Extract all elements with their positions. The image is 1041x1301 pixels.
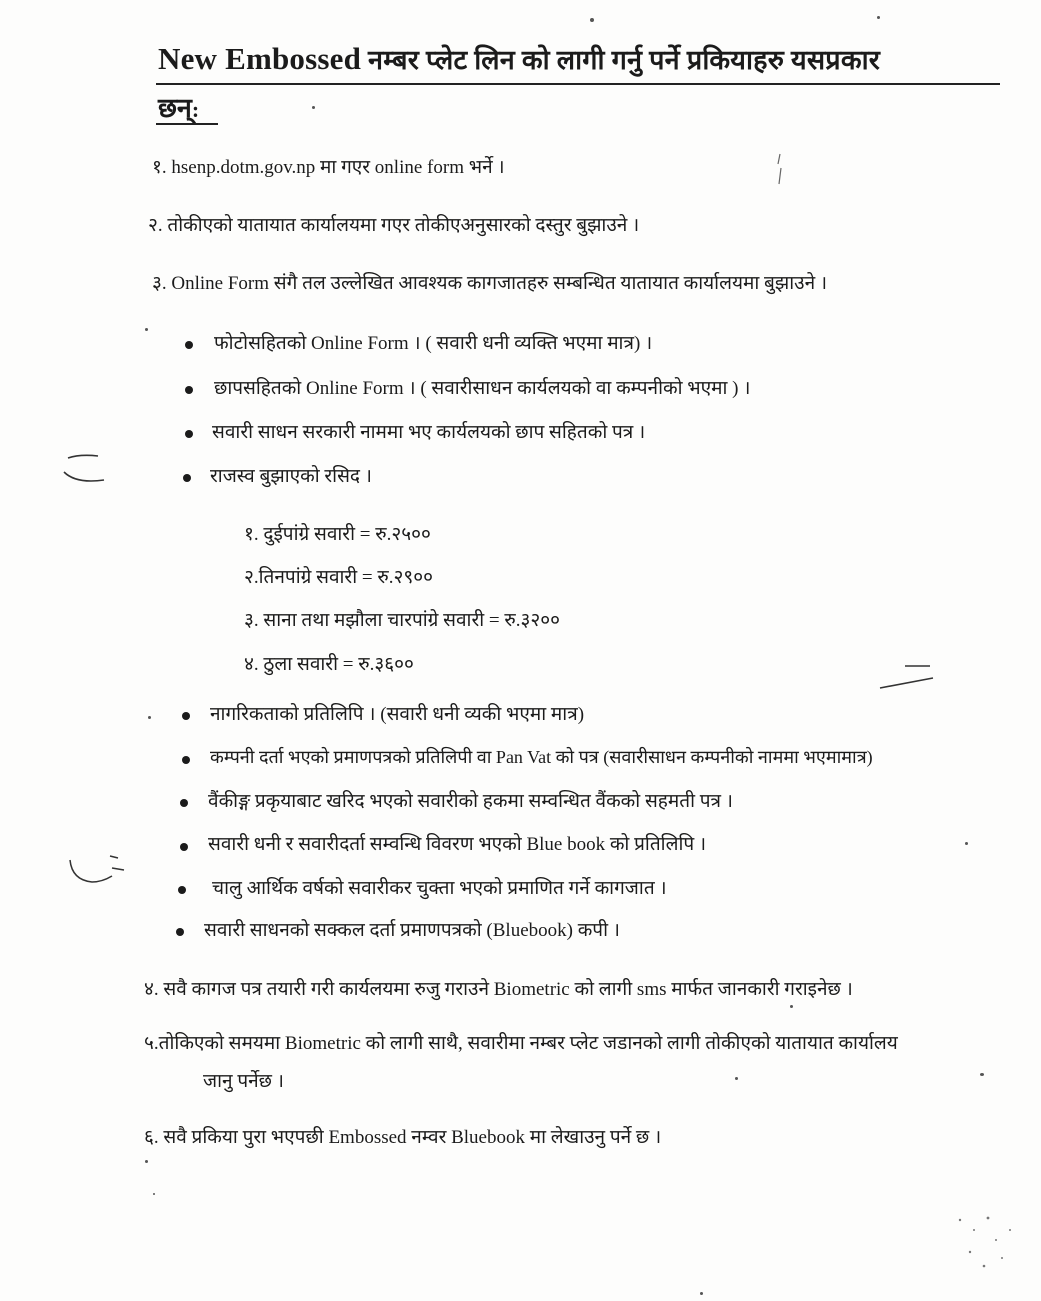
document-item: फोटोसहितको Online Form । ( सवारी धनी व्यक्ति भएमा मात्र) । [214, 333, 653, 354]
step-number: २. [148, 215, 163, 236]
title-underline [156, 83, 1000, 85]
document-item: सवारी साधनको सक्कल दर्ता प्रमाणपत्रको (Bluebook) कपी । [204, 920, 620, 941]
pen-stroke-icon [875, 660, 945, 695]
title-continuation-underline [156, 123, 218, 125]
bullet-icon [185, 386, 193, 394]
page-title [158, 40, 998, 77]
scan-noise-icon [940, 1200, 1020, 1280]
step-number: ६. [144, 1127, 159, 1148]
step-2 [148, 215, 639, 238]
document-item: चालु आर्थिक वर्षको सवारीकर चुक्ता भएको प्रमाणित गर्ने कागजात । [212, 878, 667, 899]
bullet-icon [180, 843, 188, 851]
scan-speck [312, 106, 315, 109]
step-5 [144, 1033, 898, 1056]
step-number: ३. [152, 273, 167, 294]
fee-item: ४. ठुला सवारी = रु.३६०० [244, 654, 414, 675]
step-4 [144, 979, 853, 1002]
document-item: छापसहितको Online Form । ( सवारीसाधन कार्यलयको वा कम्पनीको भएमा ) । [214, 378, 751, 399]
step-text: Online Form संगै तल उल्लेखित आवश्यक कागजातहरु सम्बन्धित यातायात कार्यालयमा बुझाउने । [171, 273, 828, 294]
step-number: १. [152, 157, 167, 178]
scan-speck [590, 18, 594, 22]
step-6 [144, 1127, 661, 1150]
scan-speck [965, 842, 968, 845]
document-item: नागरिकताको प्रतिलिपि । (सवारी धनी व्यकी भएमा मात्र) [210, 704, 585, 725]
document-item: वैंकीङ्ग प्रकृयाबाट खरिद भएको सवारीको हकमा सम्वन्धित वैंकको सहमती पत्र । [208, 791, 733, 812]
fee-item: २.तिनपांग्रे सवारी = रु.२९०० [244, 567, 433, 588]
step-number: ५. [144, 1033, 159, 1054]
fee-item: ३. साना तथा मझौला चारपांग्रे सवारी = रु.३२०० [244, 610, 561, 631]
scan-speck [700, 1292, 703, 1295]
step-text: तोकीएको यातायात कार्यालयमा गएर तोकीएअनुसारको दस्तुर बुझाउने । [167, 215, 640, 236]
step-number: ४. [144, 979, 159, 1000]
scan-speck [148, 716, 151, 719]
scan-speck [145, 328, 148, 331]
step-text: hsenp.dotm.gov.np मा गएर online form भर्ने । [171, 157, 505, 178]
title-continuation [158, 88, 199, 125]
step-1 [152, 157, 505, 180]
title-latin: New Embossed [158, 41, 362, 76]
bullet-icon [180, 799, 188, 807]
bullet-icon [182, 756, 190, 764]
bullet-icon [185, 430, 193, 438]
bullet-icon [178, 886, 186, 894]
bullet-icon [183, 474, 191, 482]
title-devanagari: नम्बर प्लेट लिन को लागी गर्नु पर्ने प्रकियाहरु यसप्रकार [368, 45, 881, 75]
scan-speck [877, 16, 880, 19]
scan-speck [735, 1077, 738, 1080]
step-text: सवै प्रकिया पुरा भएपछी Embossed नम्वर Bluebook मा लेखाउनु पर्ने छ । [163, 1127, 662, 1148]
bullet-icon [182, 712, 190, 720]
scan-speck [153, 1193, 155, 1195]
document-item: सवारी धनी र सवारीदर्ता सम्वन्धि विवरण भएको Blue book को प्रतिलिपि । [208, 834, 707, 855]
document-item: राजस्व बुझाएको रसिद । [210, 466, 372, 487]
speck-mark-icon [770, 150, 790, 190]
step-3 [152, 273, 827, 296]
title-continuation-text: छन् [158, 93, 192, 123]
step-5-continuation: जानु पर्नेछ । [203, 1071, 284, 1092]
bullet-icon [185, 341, 193, 349]
document-item: सवारी साधन सरकारी नाममा भए कार्यलयको छाप सहितको पत्र । [212, 422, 646, 443]
scan-speck [790, 1005, 793, 1008]
title-colon-mark: : [191, 97, 200, 122]
fee-item: १. दुईपांग्रे सवारी = रु.२५०० [244, 524, 431, 545]
document-item: कम्पनी दर्ता भएको प्रमाणपत्रको प्रतिलिपी वा Pan Vat को पत्र (सवारीसाधन कम्पनीको नाममा भएमामात्र) [210, 747, 873, 767]
bullet-icon [176, 928, 184, 936]
step-text: तोकिएको समयमा Biometric को लागी साथै, सवारीमा नम्बर प्लेट जडानको लागी तोकीएको यातायात कार्यालय [158, 1033, 898, 1054]
scan-speck [145, 1160, 148, 1163]
scan-speck [980, 1073, 984, 1076]
step-text: सवै कागज पत्र तयारी गरी कार्यलयमा रुजु गराउने Biometric को लागी sms मार्फत जानकारी गराइनेछ । [163, 979, 853, 1000]
pen-mark-icon [60, 450, 120, 490]
pen-mark-icon [62, 850, 132, 890]
